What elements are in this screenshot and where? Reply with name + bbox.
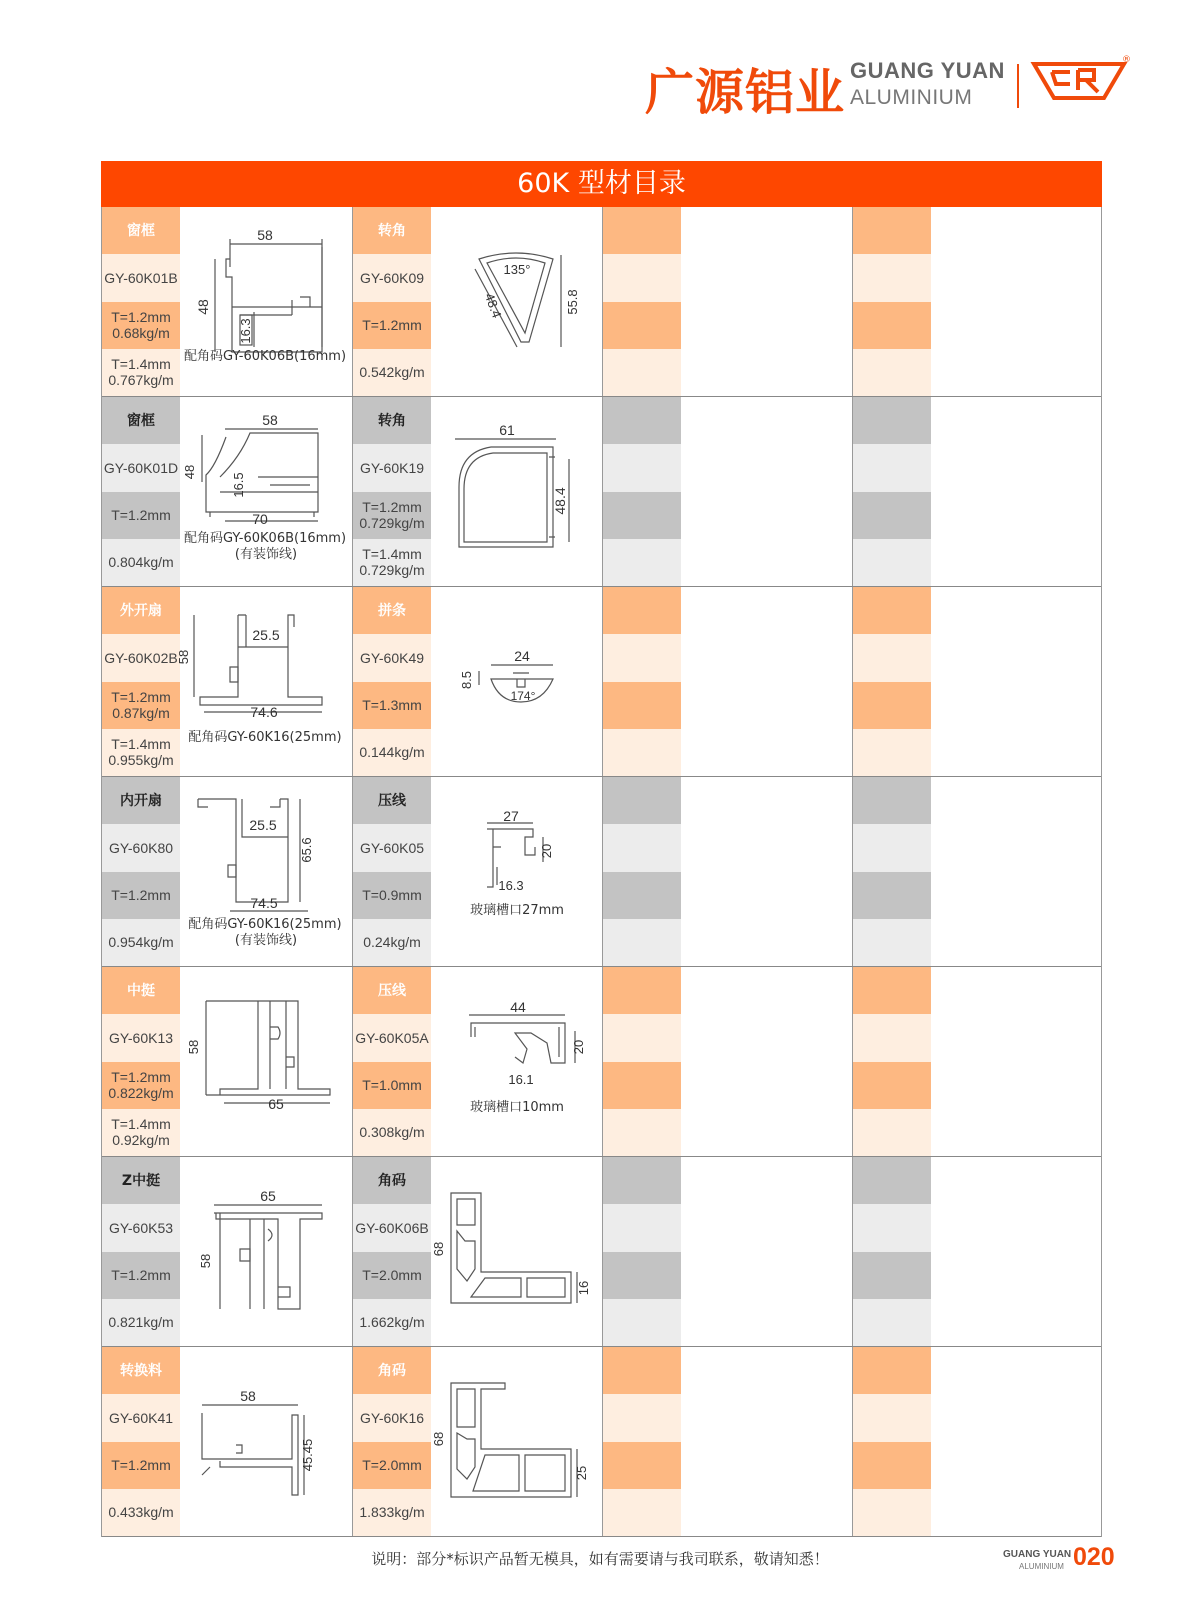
dimension-label: 45.45 <box>300 1438 315 1472</box>
dimension-label: 55.8 <box>565 289 580 315</box>
profile-spec: T=2.0mm <box>353 1252 431 1299</box>
dimension-label: 25.5 <box>249 817 277 833</box>
profile-spec: T=1.2mm <box>102 872 180 919</box>
profile-section-icon <box>431 587 603 776</box>
profile-drawing <box>180 397 352 586</box>
dimension-label: 68 <box>431 1241 446 1257</box>
spec-cells <box>853 1157 931 1346</box>
profile-drawing <box>431 207 603 396</box>
footer-brand-sub: ALUMINIUM <box>1019 1562 1064 1571</box>
profile-spec: 0.433kg/m <box>102 1489 180 1536</box>
catalog-row <box>102 207 1101 397</box>
profile-spec: T=1.2mm 0.822kg/m <box>102 1062 180 1109</box>
brand-name-en-sub: ALUMINIUM <box>850 86 973 109</box>
profile-spec: 1.833kg/m <box>353 1489 431 1536</box>
catalog-title: 60K 型材目录 <box>101 161 1102 207</box>
spec-cells <box>102 397 180 586</box>
spec-cells <box>353 207 431 396</box>
profile-note-sub: (有装饰线) <box>234 547 298 562</box>
profile-code: GY-60K05 <box>353 824 431 871</box>
profile-name: 转角 <box>353 207 431 254</box>
empty-item <box>852 1347 1103 1536</box>
spec-cells <box>853 397 931 586</box>
empty-item <box>852 777 1103 966</box>
dimension-label: 58 <box>186 1039 201 1055</box>
profile-spec: 1.662kg/m <box>353 1299 431 1346</box>
footer-note: 说明：部分*标识产品暂无模具，如有需要请与我司联系，敬请知悉！ <box>371 1550 829 1568</box>
spec-cells <box>102 207 180 396</box>
profile-name: 压线 <box>353 777 431 824</box>
trademark-symbol: ® <box>1122 55 1131 65</box>
profile-item <box>102 207 352 396</box>
dimension-label: 24 <box>514 648 530 664</box>
spec-cells <box>853 207 931 396</box>
profile-spec: T=2.0mm <box>353 1442 431 1489</box>
profile-drawing <box>431 967 603 1156</box>
profile-spec: T=1.2mm <box>102 1252 180 1299</box>
profile-item <box>352 1347 603 1536</box>
profile-spec: 0.542kg/m <box>353 349 431 396</box>
profile-note-sub: (有装饰线) <box>234 933 298 948</box>
profile-name: Z中挺 <box>102 1157 180 1204</box>
profile-spec: 0.954kg/m <box>102 919 180 966</box>
dimension-label: 44 <box>510 999 526 1015</box>
empty-item <box>852 1157 1103 1346</box>
dimension-label: 27 <box>503 808 519 824</box>
profile-item <box>102 1157 352 1346</box>
profile-section-icon <box>180 1157 352 1346</box>
dimension-label: 135° <box>503 262 531 277</box>
profile-item <box>352 397 603 586</box>
dimension-label: 48 <box>182 464 197 480</box>
profile-code: GY-60K13 <box>102 1014 180 1061</box>
profile-code: GY-60K05A <box>353 1014 431 1061</box>
profile-drawing <box>431 1157 603 1346</box>
profile-item <box>352 207 603 396</box>
profile-name: 角码 <box>353 1157 431 1204</box>
profile-code: GY-60K53 <box>102 1204 180 1251</box>
footer-brand: GUANG YUAN <box>1003 1549 1072 1560</box>
dimension-label: 48.4 <box>552 487 568 515</box>
empty-item <box>602 1157 853 1346</box>
dimension-label: 61 <box>499 422 515 438</box>
spec-cells <box>853 587 931 776</box>
profile-code: GY-60K49 <box>353 634 431 681</box>
catalog-row <box>102 1347 1101 1537</box>
profile-spec: T=1.4mm 0.767kg/m <box>102 349 180 396</box>
dimension-label: 70 <box>252 511 268 527</box>
profile-name: 转换料 <box>102 1347 180 1394</box>
profile-name: 角码 <box>353 1347 431 1394</box>
dimension-label: 20 <box>571 1039 586 1055</box>
profile-section-icon <box>431 207 603 396</box>
profile-item <box>352 777 603 966</box>
dimension-label: 48 <box>195 299 211 315</box>
profile-drawing <box>180 967 352 1156</box>
spec-cells <box>102 777 180 966</box>
profile-item <box>102 397 352 586</box>
profile-code: GY-60K80 <box>102 824 180 871</box>
brand-divider <box>1017 64 1019 108</box>
profile-spec: T=1.2mm 0.87kg/m <box>102 682 180 729</box>
profile-code: GY-60K19 <box>353 444 431 491</box>
profile-drawing <box>180 207 352 396</box>
profile-item <box>102 967 352 1156</box>
profile-spec: T=1.3mm <box>353 682 431 729</box>
catalog-row <box>102 777 1101 967</box>
profile-name: 中挺 <box>102 967 180 1014</box>
profile-section-icon <box>431 967 603 1156</box>
spec-cells <box>853 967 931 1156</box>
empty-item <box>602 777 853 966</box>
profile-name: 拼条 <box>353 587 431 634</box>
empty-item <box>602 967 853 1156</box>
profile-code: GY-60K01B <box>102 254 180 301</box>
profile-section-icon <box>180 1347 352 1536</box>
dimension-label: 16.1 <box>508 1072 534 1087</box>
spec-cells <box>603 207 681 396</box>
profile-item <box>352 1157 603 1346</box>
dimension-label: 68 <box>431 1431 446 1447</box>
dimension-label: 16.3 <box>238 318 253 344</box>
dimension-label: 58 <box>198 1253 213 1269</box>
profile-spec: T=1.2mm <box>102 492 180 539</box>
empty-item <box>852 397 1103 586</box>
profile-drawing <box>180 777 352 966</box>
spec-cells <box>102 967 180 1156</box>
profile-spec: 0.144kg/m <box>353 729 431 776</box>
dimension-label: 74.6 <box>250 704 278 720</box>
profile-spec: T=1.2mm <box>353 302 431 349</box>
spec-cells <box>353 1157 431 1346</box>
dimension-label: 58 <box>257 227 273 243</box>
catalog-row <box>102 587 1101 777</box>
profile-code: GY-60K09 <box>353 254 431 301</box>
spec-cells <box>603 587 681 776</box>
page-number: 020 <box>1073 1543 1115 1571</box>
profile-item <box>102 587 352 776</box>
profile-code: GY-60K02B <box>102 634 180 681</box>
dimension-label: 58 <box>262 412 278 428</box>
profile-name: 内开扇 <box>102 777 180 824</box>
dimension-label: 48.4 <box>481 291 505 320</box>
profile-code: GY-60K06B <box>353 1204 431 1251</box>
dimension-label: 16.3 <box>498 878 524 893</box>
spec-cells <box>853 777 931 966</box>
spec-cells <box>853 1347 931 1536</box>
empty-item <box>602 1347 853 1536</box>
brand-name-cn: 广源铝业 <box>645 64 846 121</box>
profile-name: 窗框 <box>102 397 180 444</box>
dimension-label: 65 <box>260 1188 276 1204</box>
dimension-label: 20 <box>539 843 554 859</box>
dimension-label: 65 <box>268 1096 284 1112</box>
dimension-label: 174° <box>510 689 536 703</box>
catalog-grid <box>101 207 1102 1537</box>
profile-drawing <box>431 1347 603 1536</box>
spec-cells <box>102 587 180 776</box>
profile-spec: T=1.4mm 0.92kg/m <box>102 1109 180 1156</box>
profile-note: 玻璃槽口10mm <box>470 1100 564 1115</box>
dimension-label: 25 <box>574 1465 589 1481</box>
profile-section-icon <box>431 777 603 966</box>
profile-code: GY-60K01D <box>102 444 180 491</box>
profile-spec: T=1.4mm 0.729kg/m <box>353 539 431 586</box>
profile-item <box>352 587 603 776</box>
profile-spec: 0.308kg/m <box>353 1109 431 1156</box>
profile-section-icon <box>176 587 352 776</box>
profile-spec: T=0.9mm <box>353 872 431 919</box>
profile-spec: T=1.4mm 0.955kg/m <box>102 729 180 776</box>
profile-catalog <box>101 161 1102 1537</box>
profile-section-icon <box>431 1347 603 1536</box>
spec-cells <box>102 1347 180 1536</box>
spec-cells <box>102 1157 180 1346</box>
dimension-label: 8.5 <box>459 670 474 690</box>
profile-spec: 0.821kg/m <box>102 1299 180 1346</box>
company-logo-icon <box>1030 54 1130 110</box>
profile-item <box>102 777 352 966</box>
empty-item <box>852 207 1103 396</box>
spec-cells <box>353 1347 431 1536</box>
dimension-label: 58 <box>176 649 191 665</box>
spec-cells <box>603 1157 681 1346</box>
catalog-row <box>102 967 1101 1157</box>
dimension-label: 58 <box>240 1388 256 1404</box>
spec-cells <box>603 777 681 966</box>
profile-drawing <box>180 1347 352 1536</box>
profile-section-icon <box>180 967 352 1156</box>
profile-name: 压线 <box>353 967 431 1014</box>
profile-name: 转角 <box>353 397 431 444</box>
profile-code: GY-60K16 <box>353 1394 431 1441</box>
profile-note: 配角码GY-60K06B(16mm) <box>183 349 347 364</box>
profile-name: 外开扇 <box>102 587 180 634</box>
spec-cells <box>603 397 681 586</box>
empty-item <box>852 967 1103 1156</box>
profile-note: 配角码GY-60K16(25mm) <box>188 917 342 932</box>
profile-spec: 0.804kg/m <box>102 539 180 586</box>
empty-item <box>852 587 1103 776</box>
dimension-label: 16.5 <box>231 472 246 498</box>
spec-cells <box>353 777 431 966</box>
spec-cells <box>353 587 431 776</box>
dimension-label: 25.5 <box>252 627 280 643</box>
dimension-label: 16 <box>576 1280 591 1296</box>
profile-name: 窗框 <box>102 207 180 254</box>
profile-section-icon <box>431 397 603 586</box>
catalog-row <box>102 397 1101 587</box>
profile-spec: T=1.2mm 0.68kg/m <box>102 302 180 349</box>
profile-code: GY-60K41 <box>102 1394 180 1441</box>
spec-cells <box>603 1347 681 1536</box>
profile-item <box>102 1347 352 1536</box>
spec-cells <box>603 967 681 1156</box>
profile-item <box>352 967 603 1156</box>
profile-spec: 0.24kg/m <box>353 919 431 966</box>
profile-note: 玻璃槽口27mm <box>470 903 564 918</box>
profile-spec: T=1.2mm 0.729kg/m <box>353 492 431 539</box>
catalog-row <box>102 1157 1101 1347</box>
empty-item <box>602 587 853 776</box>
profile-drawing <box>431 777 603 966</box>
profile-note: 配角码GY-60K06B(16mm) <box>183 531 347 546</box>
profile-section-icon <box>180 207 352 396</box>
profile-drawing <box>431 587 603 776</box>
empty-item <box>602 207 853 396</box>
profile-note: 配角码GY-60K16(25mm) <box>188 730 342 745</box>
empty-item <box>602 397 853 586</box>
profile-drawing <box>176 587 352 776</box>
spec-cells <box>353 397 431 586</box>
profile-drawing <box>431 397 603 586</box>
profile-spec: T=1.2mm <box>102 1442 180 1489</box>
dimension-label: 74.5 <box>250 895 278 911</box>
profile-section-icon <box>431 1157 603 1346</box>
brand-name-en: GUANG YUAN <box>850 58 1005 83</box>
spec-cells <box>353 967 431 1156</box>
dimension-label: 65.6 <box>299 837 314 863</box>
profile-spec: T=1.0mm <box>353 1062 431 1109</box>
profile-drawing <box>180 1157 352 1346</box>
